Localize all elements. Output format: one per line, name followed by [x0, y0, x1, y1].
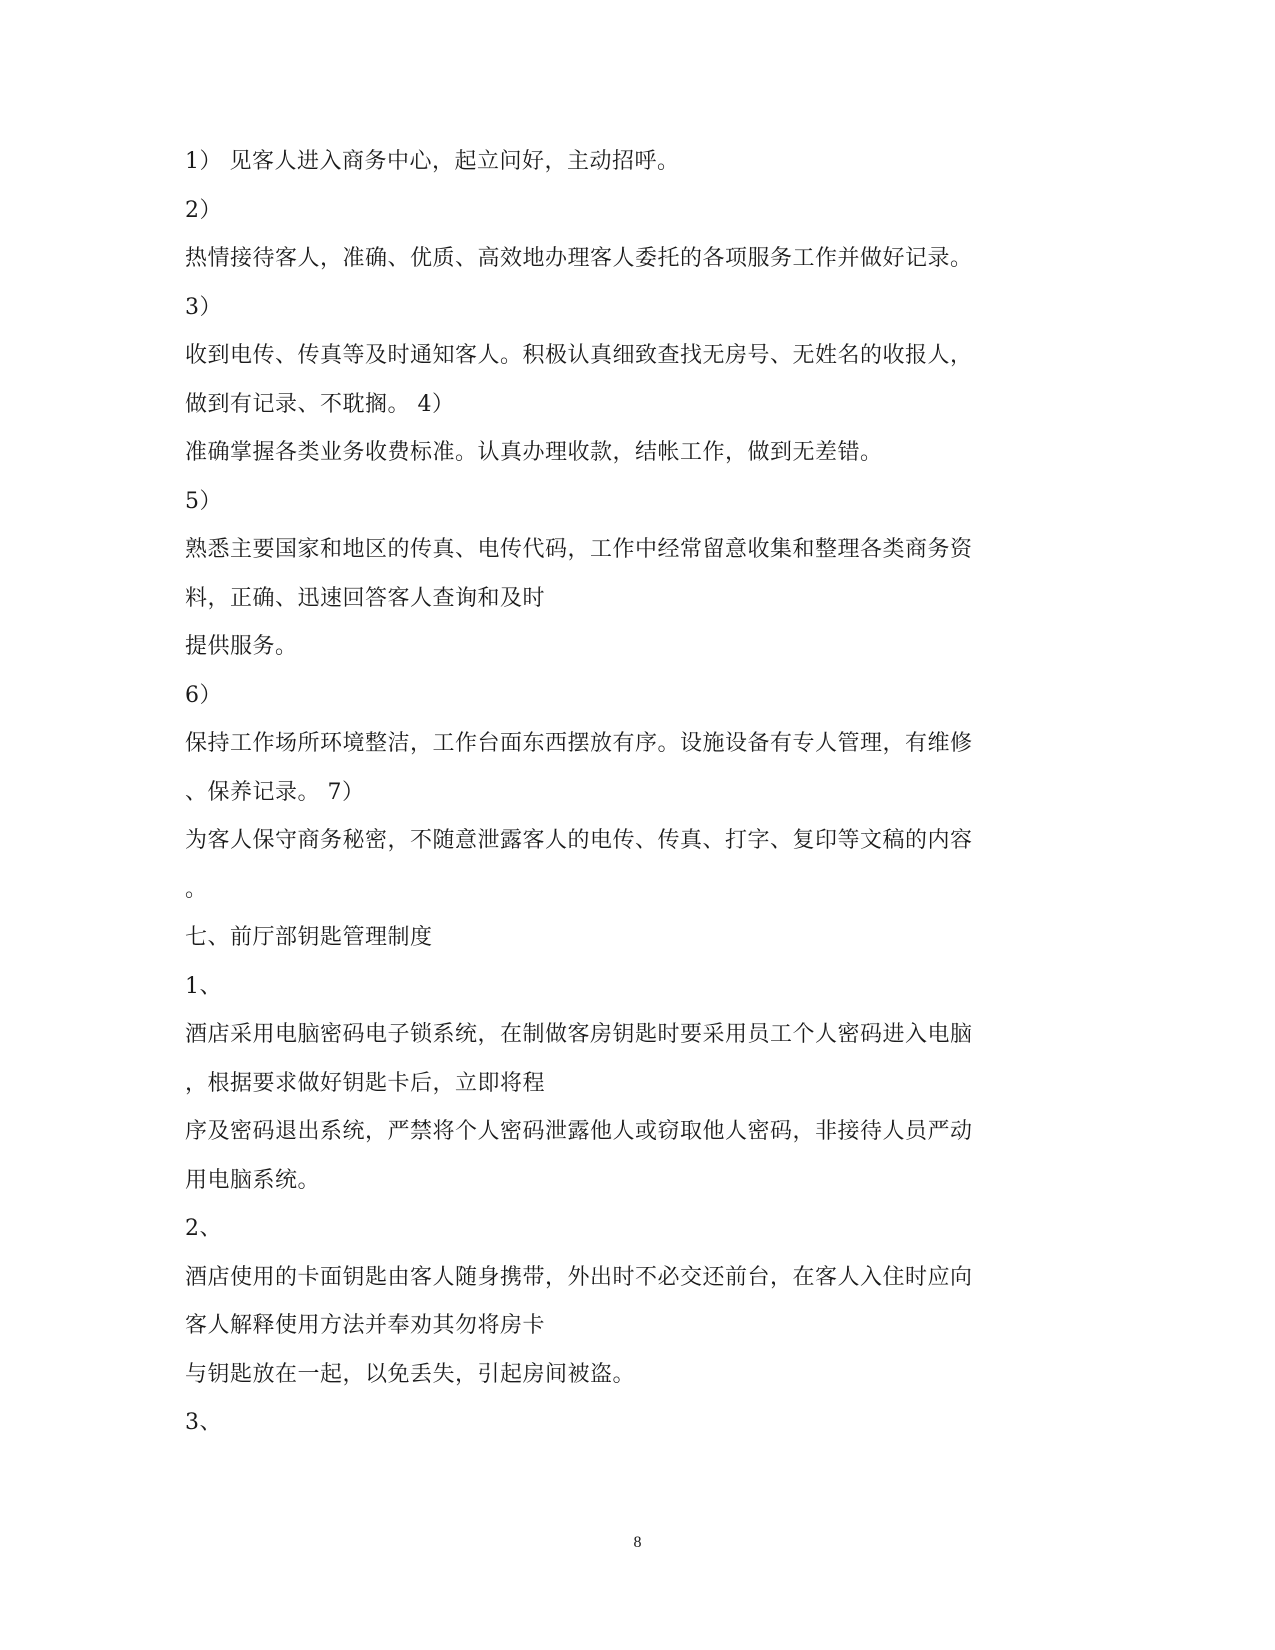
document-body — [185, 150, 1065, 1460]
text-line: 1） 见客人进入商务中心，起立问好，主动招呼。 — [185, 149, 680, 174]
text-line: 1、 — [185, 973, 222, 999]
page-number: 8 — [633, 1534, 642, 1551]
text-line: 与钥匙放在一起，以免丢失，引起房间被盗。 — [185, 1361, 636, 1387]
text-line: 客人解释使用方法并奉劝其勿将房卡 — [185, 1313, 546, 1338]
text-line: 2、 — [185, 1216, 222, 1241]
text-line: 热情接待客人，准确、优质、高效地办理客人委托的各项服务工作并做好记录。 — [185, 246, 973, 271]
text-line: 准确掌握各类业务收费标准。认真办理收款，结帐工作，做到无差错。 — [185, 440, 883, 465]
text-line: 为客人保守商务秘密，不随意泄露客人的电传、传真、打字、复印等文稿的内容 — [185, 828, 973, 853]
text-line: 2） — [185, 197, 222, 223]
text-line: 料，正确、迅速回答客人查询和及时 — [185, 585, 546, 611]
text-line: ，根据要求做好钥匙卡后，立即将程 — [185, 1070, 546, 1096]
section-heading: 七、前厅部钥匙管理制度 — [185, 925, 433, 950]
text-line: 提供服务。 — [185, 634, 298, 659]
text-line: 收到电传、传真等及时通知客人。积极认真细致查找无房号、无姓名的收报人， — [185, 343, 973, 368]
text-line: 序及密码退出系统，严禁将个人密码泄露他人或窃取他人密码，非接待人员严动 — [185, 1119, 973, 1144]
text-line: 熟悉主要国家和地区的传真、电传代码，工作中经常留意收集和整理各类商务资 — [185, 537, 973, 562]
text-line: 用电脑系统。 — [185, 1167, 321, 1193]
text-line: 、保养记录。 7） — [185, 779, 365, 805]
text-line: 保持工作场所环境整洁，工作台面东西摆放有序。设施设备有专人管理，有维修 — [185, 731, 973, 756]
text-line: 3） — [185, 294, 222, 320]
text-line: 酒店使用的卡面钥匙由客人随身携带，外出时不必交还前台，在客人入住时应向 — [185, 1264, 973, 1290]
text-line: 酒店采用电脑密码电子锁系统，在制做客房钥匙时要采用员工个人密码进入电脑 — [185, 1022, 973, 1047]
text-line: 做到有记录、不耽搁。 4） — [185, 391, 455, 417]
text-line: 5） — [185, 488, 222, 514]
text-line: 6） — [185, 682, 222, 708]
text-line: 3、 — [185, 1410, 222, 1435]
text-line: 。 — [185, 876, 208, 902]
